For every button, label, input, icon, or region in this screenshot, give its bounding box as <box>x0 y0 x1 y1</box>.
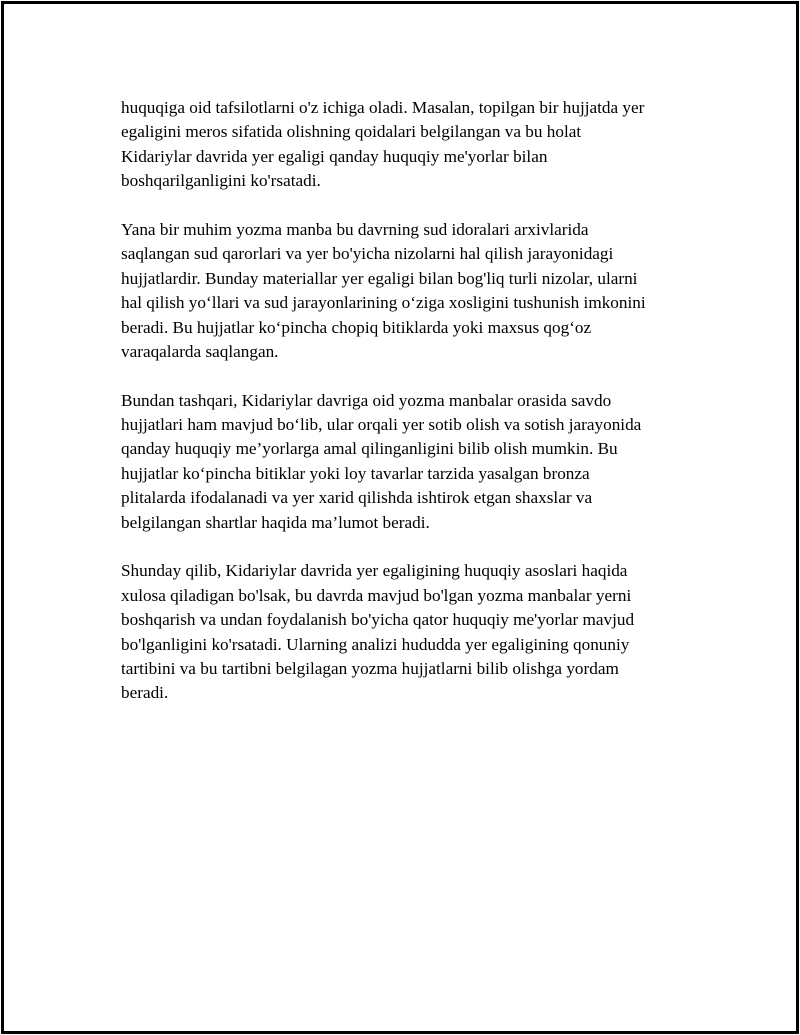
text-line: egaligini meros sifatida olishning qoidalari belgilangan va bu holat <box>121 122 582 142</box>
text-line: Shunday qilib, Kidariylar davrida yer egaligining huquqiy asoslari haqida <box>121 561 628 581</box>
text-line: tartibini va bu tartibni belgilagan yozma hujjatlarni bilib olishga yordam <box>121 658 619 678</box>
text-line: huquqiga oid tafsilotlarni o'z ichiga oladi. Masalan, topilgan bir hujjatda yer <box>121 98 645 117</box>
text-line: qanday huquqiy me’yorlarga amal qilinganligini bilib olish mumkin. Bu <box>121 439 618 459</box>
text-line: xulosa qiladigan bo'lsak, bu davrda mavjud bo'lgan yozma manbalar yerni <box>121 585 632 605</box>
document-body <box>121 96 696 730</box>
text-line: Yana bir muhim yozma manba bu davrning sud idoralari arxivlarida <box>121 219 589 239</box>
text-line: bo'lganligini ko'rsatadi. Ularning analizi hududda yer egaligining qonuniy <box>121 634 630 654</box>
text-line: hujjatlar ko‘pincha bitiklar yoki loy tavarlar tarzida yasalgan bronza <box>121 463 590 483</box>
text-line: Bundan tashqari, Kidariylar davriga oid yozma manbalar orasida savdo <box>121 390 612 410</box>
text-line: hujjatlardir. Bunday materiallar yer egaligi bilan bog'liq turli nizolar, ularni <box>121 268 638 288</box>
text-line: varaqalarda saqlangan. <box>121 341 279 361</box>
paragraph-1 <box>121 96 696 194</box>
paragraph-3 <box>121 389 696 535</box>
text-line: Kidariylar davrida yer egaligi qanday huquqiy me'yorlar bilan <box>121 146 548 166</box>
text-line: plitalarda ifodalanadi va yer xarid qilishda ishtirok etgan shaxslar va <box>121 488 593 508</box>
text-line: beradi. Bu hujjatlar ko‘pincha chopiq bitiklarda yoki maxsus qog‘oz <box>121 317 592 337</box>
text-line: belgilangan shartlar haqida ma’lumot beradi. <box>121 512 430 532</box>
text-line: boshqarish va undan foydalanish bo'yicha qator huquqiy me'yorlar mavjud <box>121 610 635 630</box>
paragraph-4 <box>121 559 696 705</box>
page-frame <box>1 1 799 1034</box>
text-line: hujjatlari ham mavjud bo‘lib, ular orqali yer sotib olish va sotish jarayonida <box>121 415 642 435</box>
text-line: saqlangan sud qarorlari va yer bo'yicha nizolarni hal qilish jarayonidagi <box>121 244 614 264</box>
text-line: beradi. <box>121 683 169 703</box>
text-line: boshqarilganligini ko'rsatadi. <box>121 171 321 191</box>
paragraph-2 <box>121 218 696 364</box>
text-line: hal qilish yo‘llari va sud jarayonlarining o‘ziga xosligini tushunish imkonini <box>121 293 646 313</box>
